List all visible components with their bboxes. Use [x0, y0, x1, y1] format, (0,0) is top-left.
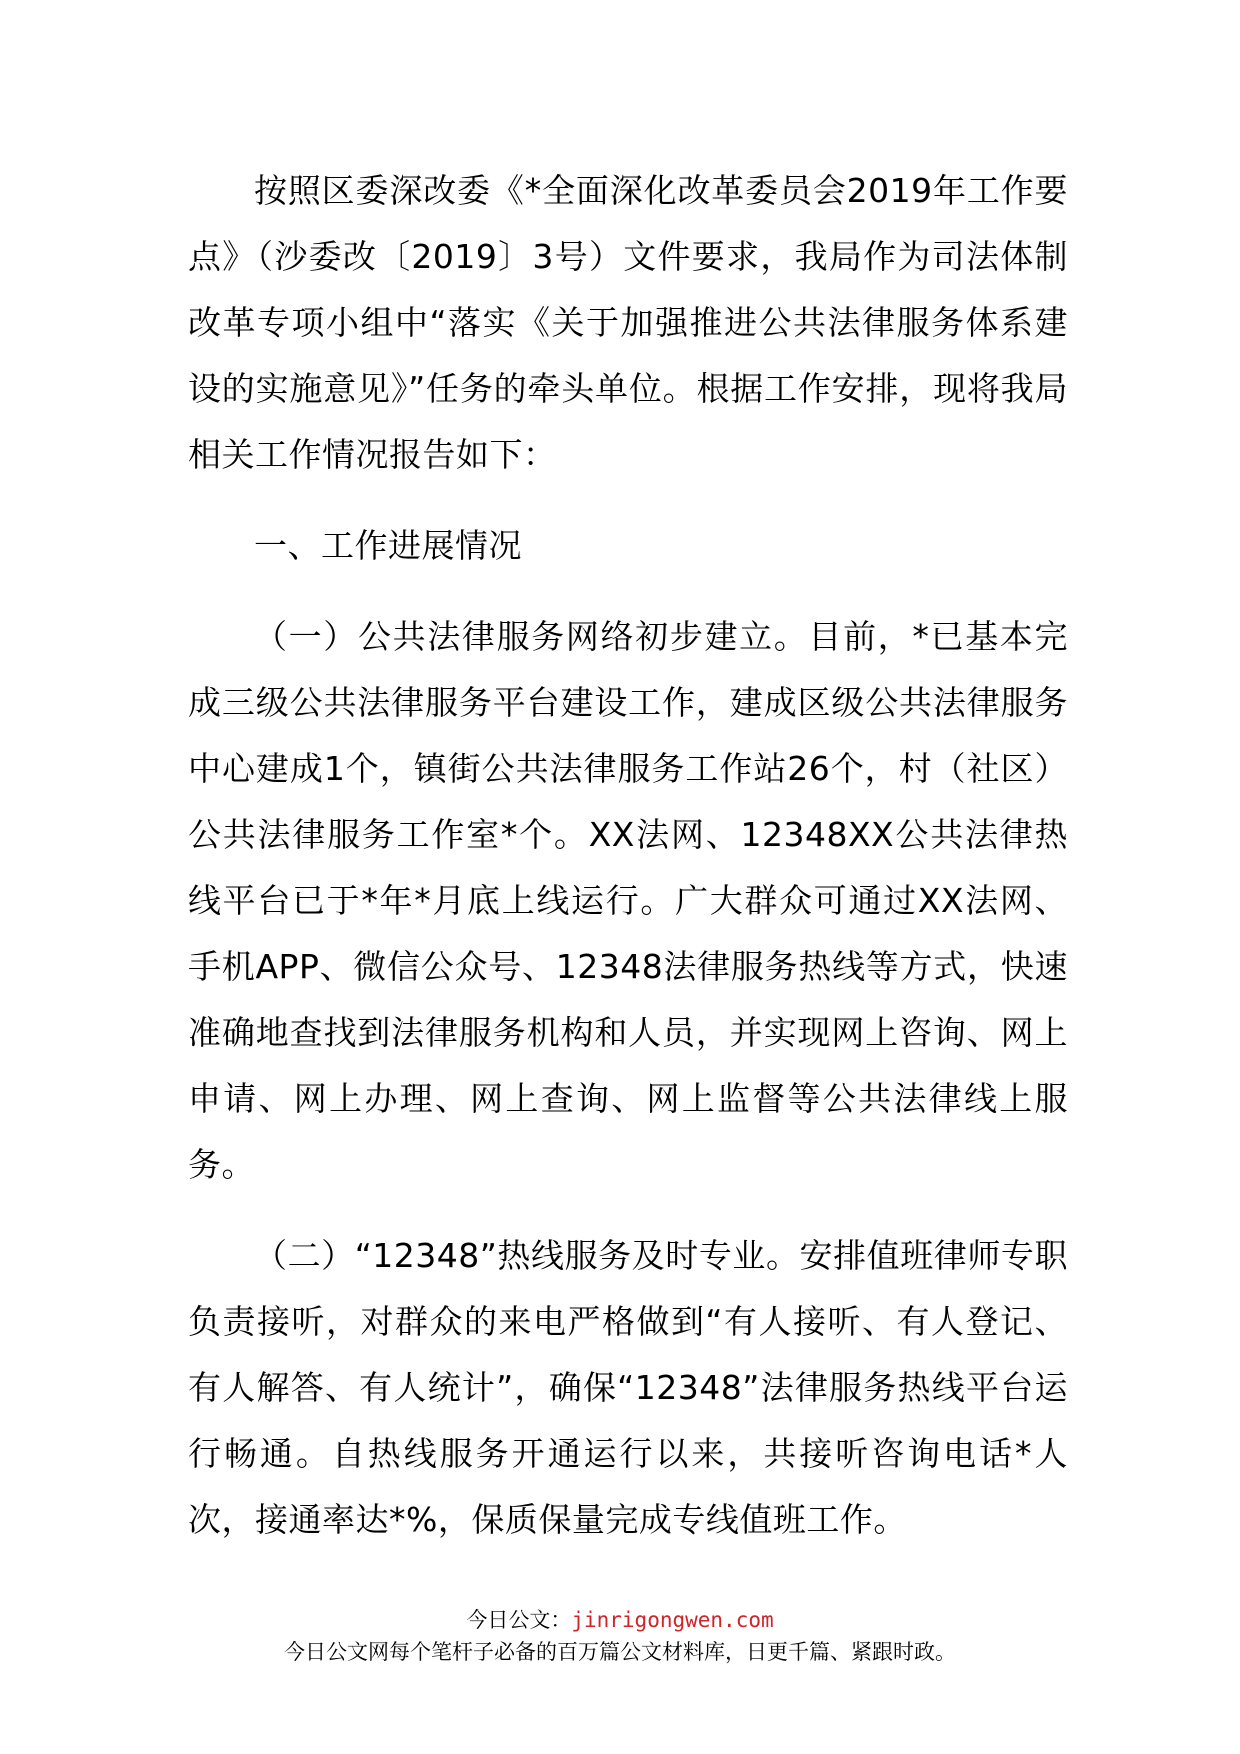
footer	[0, 1604, 1240, 1668]
footer-slogan: 今日公文网每个笔杆子必备的百万篇公文材料库，日更千篇、紧跟时政。	[284, 1640, 956, 1664]
intro-paragraph: 按照区委深改委《*全面深化改革委员会2019年工作要点》（沙委改〔2019〕3号）文件要求，我局作为司法体制改革专项小组中“落实《关于加强推进公共法律服务体系建设的实施意见》”任务的牵头单位。根据工作安排，现将我局相关工作情况报告如下：	[188, 171, 1068, 474]
section-2-paragraph: （二）“12348”热线服务及时专业。安排值班律师专职负责接听，对群众的来电严格做到“有人接听、有人登记、有人解答、有人统计”，确保“12348”法律服务热线平台运行畅通。自热线服务开通运行以来，共接听咨询电话*人次，接通率达*%，保质保量完成专线值班工作。	[188, 1236, 1068, 1539]
document-body	[188, 158, 1068, 1553]
section-heading: 一、工作进展情况	[254, 526, 522, 565]
section-1-paragraph: （一）公共法律服务网络初步建立。目前，*已基本完成三级公共法律服务平台建设工作，建成区级公共法律服务中心建成1个，镇街公共法律服务工作站26个，村（社区）公共法律服务工作室*个。XX法网、12348XX公共法律热线平台已于*年*月底上线运行。广大群众可通过XX法网、手机APP、微信公众号、12348法律服务热线等方式，快速准确地查找到法律服务机构和人员，并实现网上咨询、网上申请、网上办理、网上查询、网上监督等公共法律线上服务。	[188, 617, 1068, 1184]
footer-url-link[interactable]: jinrigongwen.com	[571, 1608, 774, 1632]
footer-source-line	[0, 1604, 1240, 1636]
footer-label: 今日公文：	[466, 1608, 572, 1632]
